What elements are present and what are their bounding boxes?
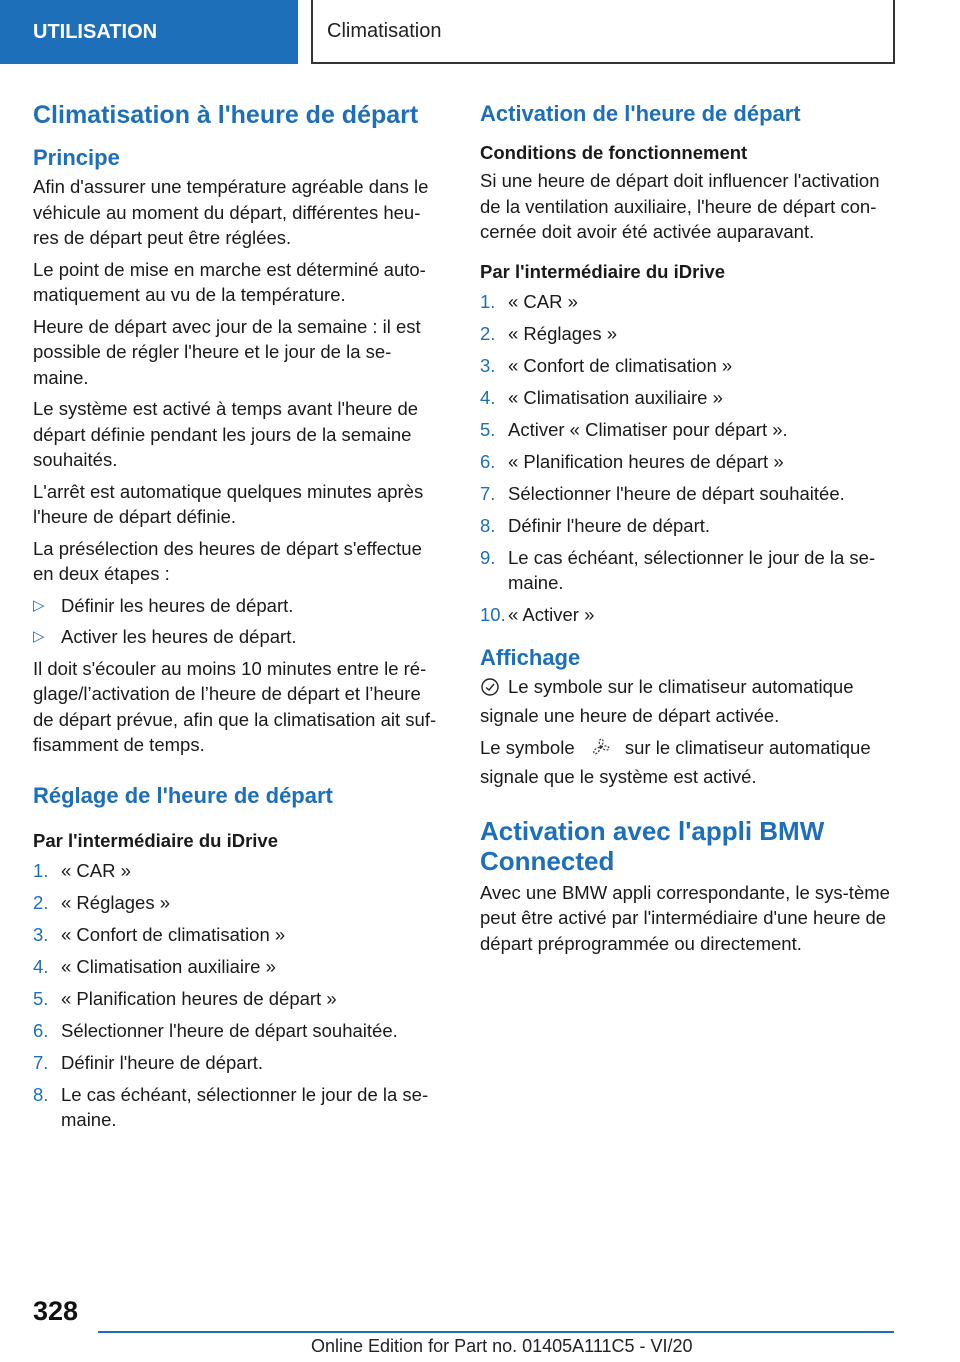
step-number: 7.	[33, 1051, 49, 1073]
step-text: « CAR »	[61, 859, 131, 881]
step-text: Sélectionner l'heure de départ souhaitée.	[508, 482, 845, 504]
step-number: 3.	[33, 923, 49, 945]
affichage-text-2b: sur le climatiseur automatique signale que le système est activé.	[480, 736, 871, 787]
paragraph: La présélection des heures de départ s'effectue en deux étapes :	[33, 537, 422, 584]
heading-bmw-connected: Activation avec l'appli BMW Connected	[480, 815, 825, 876]
step-text: Sélectionner l'heure de départ souhaitée.	[61, 1019, 398, 1041]
triangle-bullet-icon: ▷	[33, 596, 45, 614]
list-item	[480, 289, 900, 315]
step-number: 1.	[33, 859, 49, 881]
step-text: Définir l'heure de départ.	[508, 514, 711, 536]
heading-principe: Principe	[33, 145, 120, 170]
list-item	[33, 1018, 443, 1044]
affichage-line-2	[480, 735, 900, 790]
list-item	[480, 417, 900, 443]
list-item	[480, 385, 900, 411]
heading-activation: Activation de l'heure de départ	[480, 101, 801, 126]
step-number: 3.	[480, 354, 496, 376]
footer-divider	[98, 1331, 894, 1333]
step-text: Le cas échéant, sélectionner le jour de la se-maine.	[61, 1083, 429, 1130]
step-text: « Confort de climatisation »	[61, 923, 286, 945]
clock-check-icon	[480, 677, 500, 704]
paragraph: L'arrêt est automatique quelques minutes après l'heure de départ définie.	[33, 480, 424, 527]
step-number: 8.	[480, 514, 496, 536]
step-text: « Planification heures de départ »	[61, 987, 337, 1009]
step-text: Définir l'heure de départ.	[61, 1051, 264, 1073]
list-item	[33, 593, 443, 619]
affichage-text-2a: Le symbole	[480, 736, 575, 758]
list-item-text: Définir les heures de départ.	[61, 594, 294, 616]
affichage-text-1: Le symbole sur le climatiseur automatique signale une heure de départ activée.	[480, 675, 854, 726]
list-item	[33, 1082, 443, 1133]
list-item	[33, 954, 443, 980]
header-section-title: Climatisation	[311, 0, 895, 64]
paragraph: Heure de départ avec jour de la semaine : il est possible de régler l'heure et le jour de la se-maine.	[33, 315, 421, 388]
step-number: 2.	[480, 322, 496, 344]
list-item	[480, 545, 900, 596]
step-text: « Planification heures de départ »	[508, 450, 784, 472]
step-text: « Activer »	[508, 604, 595, 625]
list-item	[480, 481, 900, 507]
step-number: 6.	[33, 1019, 49, 1041]
step-text: Le cas échéant, sélectionner le jour de la se-maine.	[508, 546, 876, 593]
steps-list	[33, 858, 443, 1133]
step-number: 5.	[480, 418, 496, 440]
triangle-bullet-icon: ▷	[33, 628, 45, 645]
affichage-line-1	[480, 674, 900, 729]
step-text: Activer « Climatiser pour départ ».	[508, 418, 788, 440]
step-text: « CAR »	[508, 290, 578, 312]
steps-list	[480, 289, 900, 628]
paragraph: Le point de mise en marche est déterminé auto-matiquement au vu de la température.	[33, 258, 426, 305]
subheading-conditions: Conditions de fonctionnement	[480, 142, 748, 163]
list-item	[33, 858, 443, 884]
list-item	[480, 321, 900, 347]
list-item	[33, 890, 443, 916]
step-number: 2.	[33, 891, 49, 913]
list-item	[480, 449, 900, 475]
heading-reglage: Réglage de l'heure de départ	[33, 782, 333, 808]
step-number: 6.	[480, 450, 496, 472]
step-number: 9.	[480, 546, 496, 568]
fan-icon	[590, 736, 612, 765]
list-item	[480, 353, 900, 379]
header-tab-utilisation: UTILISATION	[0, 0, 298, 64]
step-text: « Confort de climatisation »	[508, 354, 733, 376]
subheading-idrive: Par l'intermédiaire du iDrive	[480, 260, 725, 282]
left-column	[33, 100, 443, 1139]
list-item	[33, 624, 443, 650]
list-item	[33, 922, 443, 948]
paragraph: Avec une BMW appli correspondante, le sys-tème peut être activé par l'intermédiaire d'une heure de départ préprogrammée ou directement.	[480, 881, 890, 954]
list-item	[480, 513, 900, 539]
bullet-list	[33, 593, 443, 650]
step-text: « Réglages »	[61, 891, 171, 913]
step-number: 5.	[33, 987, 49, 1009]
step-number: 4.	[33, 955, 49, 977]
step-text: « Réglages »	[508, 322, 618, 344]
list-item	[33, 1050, 443, 1076]
step-number: 4.	[480, 386, 496, 408]
paragraph: Si une heure de départ doit influencer l'activation de la ventilation auxiliaire, l'heure de départ con-cernée doit avoir été activée auparavant.	[480, 170, 880, 242]
footer-edition: Online Edition for Part no. 01405A111C5 - VI/20	[311, 1336, 693, 1356]
step-text: « Climatisation auxiliaire »	[61, 955, 276, 977]
step-number: 7.	[480, 482, 496, 504]
step-number: 8.	[33, 1083, 49, 1105]
list-item	[33, 986, 443, 1012]
note-paragraph: Il doit s'écouler au moins 10 minutes entre le ré-glage/l’activation de l’heure de départ et l’heure de départ prévue, afin que la climatisation ait suf-fisamment de temps.	[33, 657, 437, 755]
step-text: « Climatisation auxiliaire »	[508, 386, 723, 408]
step-number: 10.	[480, 604, 506, 625]
paragraph: Le système est activé à temps avant l'heure de départ définie pendant les jours de la semaine souhaités.	[33, 398, 419, 470]
page-title: Climatisation à l'heure de départ	[33, 101, 419, 129]
paragraph: Afin d'assurer une température agréable dans le véhicule au moment du départ, différentes heu-res de départ peut être réglées.	[33, 176, 429, 248]
list-item-text: Activer les heures de départ.	[61, 626, 297, 647]
subheading-idrive: Par l'intermédiaire du iDrive	[33, 829, 278, 851]
list-item	[480, 602, 900, 628]
step-number: 1.	[480, 290, 496, 312]
right-column	[480, 100, 900, 962]
page-number: 328	[33, 1296, 79, 1326]
heading-affichage: Affichage	[480, 644, 581, 670]
